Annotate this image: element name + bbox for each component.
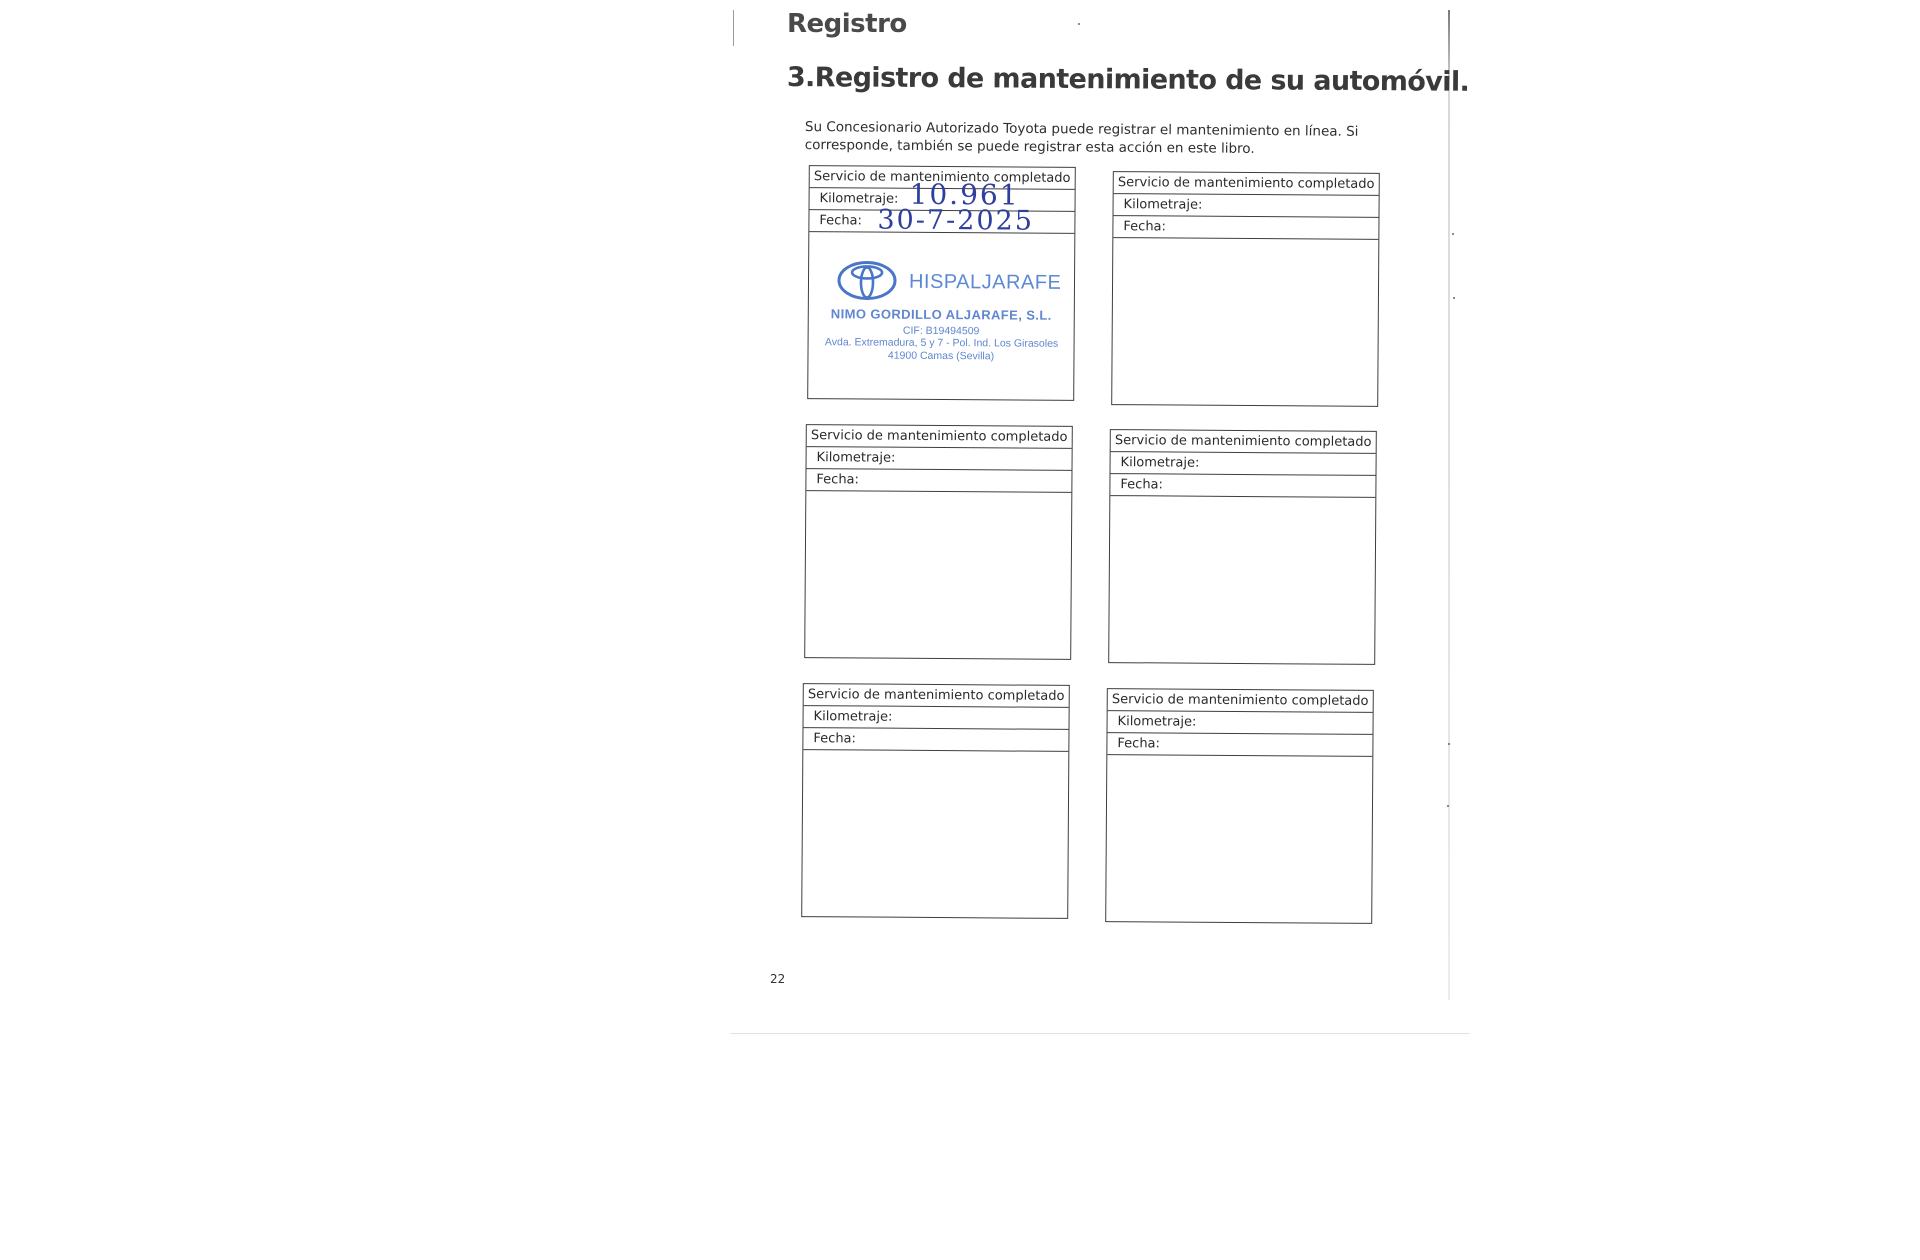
date-label: Fecha: [816,472,859,488]
mileage-label: Kilometraje: [1117,714,1197,730]
record-heading: Servicio de mantenimiento completado [1114,172,1379,196]
record-heading: Servicio de mantenimiento completado [1111,430,1376,454]
mileage-row [1108,711,1373,735]
mileage-row [1114,194,1379,218]
record-heading: Servicio de mantenimiento completado [810,166,1075,190]
maintenance-record-6 [1105,688,1374,924]
date-row [1107,733,1372,757]
date-row [1113,216,1378,240]
section-header: Registro [787,9,907,39]
record-heading: Servicio de mantenimiento completado [804,684,1069,708]
stamp-address: Avda. Extremadura, 5 y 7 - Pol. Ind. Los Girasoles [824,336,1059,350]
record-heading: Servicio de mantenimiento completado [807,425,1072,449]
stamp-brand-name: HISPALJARAFE [908,270,1062,294]
date-label: Fecha: [1123,219,1166,235]
mileage-label: Kilometraje: [813,709,893,725]
scan-dust [1453,297,1455,299]
scan-dust [1078,23,1080,25]
maintenance-record-1 [807,165,1076,401]
scan-edge-right [1448,10,1450,1000]
stamp-area [1109,496,1375,662]
mileage-label: Kilometraje: [1120,455,1200,471]
maintenance-record-4 [1108,429,1377,665]
date-row [1110,474,1375,498]
mileage-handwritten: 10.961 [909,177,1020,212]
scan-dust [1452,233,1454,235]
mileage-row [807,447,1072,471]
toyota-logo-icon [837,260,897,300]
dealer-stamp [808,232,1074,398]
maintenance-record-5 [801,683,1070,919]
stamp-company: NIMO GORDILLO ALJARAFE, S.L. [830,306,1052,323]
date-label: Fecha: [1117,736,1160,752]
page-title: 3.Registro de mantenimiento de su automóvil. [786,62,1470,98]
record-heading: Servicio de mantenimiento completado [1108,689,1373,713]
maintenance-record-2 [1111,171,1380,407]
mileage-row [1111,452,1376,476]
stamp-city: 41900 Camas (Sevilla) [887,349,995,363]
stamp-area [808,232,1074,398]
date-label: Fecha: [813,731,856,747]
scan-dust [1448,743,1450,745]
scan-edge-left [733,10,734,46]
mileage-label: Kilometraje: [816,450,896,466]
scan-dust [1447,805,1449,807]
date-row [803,728,1068,752]
stamp-cif: CIF: B19494509 [902,324,980,338]
scan-edge-bottom [730,1033,1470,1034]
stamp-area [802,750,1068,916]
intro-paragraph: Su Concesionario Autorizado Toyota puede registrar el mantenimiento en línea. Si corresponde, también se puede registrar esta acción en este libro. [804,118,1359,157]
page-number: 22 [770,972,786,986]
date-label: Fecha: [819,213,862,229]
stamp-area [1106,755,1372,921]
stamp-area [805,491,1071,657]
mileage-label: Kilometraje: [819,191,899,207]
maintenance-record-3 [804,424,1073,660]
mileage-label: Kilometraje: [1123,197,1203,213]
date-handwritten: 30-7-2025 [877,204,1035,237]
date-label: Fecha: [1120,477,1163,493]
mileage-row [804,706,1069,730]
date-row [806,469,1071,493]
date-row [809,204,1074,237]
stamp-area [1112,238,1378,404]
